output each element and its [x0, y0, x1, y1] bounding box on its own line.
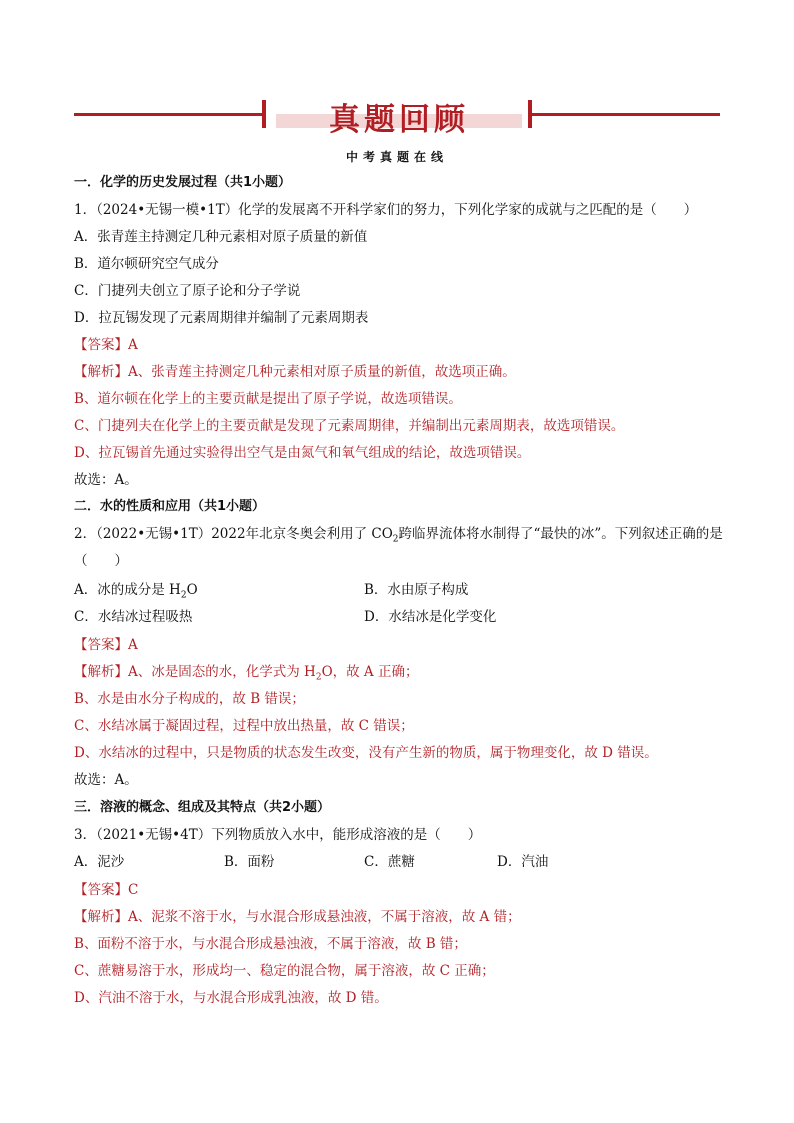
analysis-label: 【解析】	[74, 664, 128, 680]
analysis-line: A、泥浆不溶于水，与水混合形成悬浊液，不属于溶液，故 A 错；	[128, 909, 521, 925]
q1-analysis-a	[74, 363, 516, 381]
q3-option-a: A．泥沙	[74, 854, 125, 870]
answer-value: A	[128, 637, 138, 653]
q2-option-c: C．水结冰过程吸热	[74, 609, 193, 625]
q2-option-d: D．水结冰是化学变化	[364, 609, 497, 625]
q3-analysis-c: C、蔗糖易溶于水，形成均一、稳定的混合物，属于溶液，故 C 正确；	[74, 963, 495, 979]
q3-option-c: C．蔗糖	[364, 854, 415, 870]
analysis-a-sub: 2	[315, 672, 322, 683]
q3-analysis-b: B、面粉不溶于水，与水混合形成悬浊液，不属于溶液，故 B 错；	[74, 936, 467, 952]
q2-stem-sub: 2	[392, 534, 399, 545]
answer-value: C	[128, 882, 139, 898]
answer-label: 【答案】	[74, 882, 128, 898]
q2-opt-a-post: O	[186, 582, 198, 598]
q2-option-b: B．水由原子构成	[364, 582, 469, 598]
q3-option-b: B．面粉	[224, 854, 275, 870]
q3-option-d: D．汽油	[497, 854, 549, 870]
q2-analysis-b: B、水是由水分子构成的，故 B 错误；	[74, 691, 305, 707]
q2-stem-part1: 2．（2022•无锡•1T）2022年北京冬奥会利用了 CO	[74, 526, 393, 542]
analysis-line: A、张青莲主持测定几种元素相对原子质量的新值，故选项正确。	[128, 364, 516, 380]
q1-option-b: B．道尔顿研究空气成分	[74, 256, 219, 272]
analysis-a-pre: A、冰是固态的水，化学式为 H	[128, 664, 316, 680]
q3-analysis-a	[74, 908, 521, 926]
answer-label: 【答案】	[74, 337, 128, 353]
q1-option-d: D．拉瓦锡发现了元素周期律并编制了元素周期表	[74, 310, 369, 326]
q3-answer	[74, 881, 138, 899]
title-banner	[0, 92, 794, 142]
q3-analysis-d: D、汽油不溶于水，与水混合形成乳浊液，故 D 错。	[74, 990, 388, 1006]
q2-stem-part2: 跨临界流体将水制得了“最快的冰”。下列叙述正确的是	[398, 526, 723, 542]
question-1-stem: 1．（2024•无锡一模•1T）化学的发展离不开科学家们的努力，下列化学家的成就与之匹配的是（ ）	[74, 202, 698, 218]
q1-analysis-c: C、门捷列夫在化学上的主要贡献是发现了元素周期律，并编制出元素周期表，故选项错误。	[74, 418, 625, 434]
banner-rule-right	[530, 113, 720, 116]
q2-option-a	[74, 581, 198, 605]
q2-opt-a-pre: A．冰的成分是 H	[74, 582, 181, 598]
analysis-label: 【解析】	[74, 364, 128, 380]
q1-answer	[74, 336, 138, 354]
q2-opt-a-sub: 2	[180, 590, 187, 601]
q1-analysis-d: D、拉瓦锡首先通过实验得出空气是由氮气和氧气组成的结论，故选项错误。	[74, 445, 531, 461]
analysis-a-post: O，故 A 正确；	[321, 664, 419, 680]
question-2-stem	[74, 525, 723, 549]
section-heading-3: 三．溶液的概念、组成及其特点（共2小题）	[74, 800, 331, 815]
analysis-label: 【解析】	[74, 909, 128, 925]
answer-label: 【答案】	[74, 637, 128, 653]
page-subtitle: 中考真题在线	[345, 150, 448, 164]
banner-rule-left	[74, 113, 264, 116]
page-title: 真题回顾	[329, 102, 469, 138]
banner-post-left	[262, 100, 266, 128]
q1-conclusion: 故选：A。	[74, 472, 138, 488]
q2-analysis-d: D、水结冰的过程中，只是物质的状态发生改变，没有产生新的物质，属于物理变化，故 D 错误。	[74, 745, 658, 761]
q1-option-a: A．张青莲主持测定几种元素相对原子质量的新值	[74, 229, 368, 245]
answer-value: A	[128, 337, 138, 353]
q2-analysis-a	[74, 663, 418, 687]
q2-answer	[74, 636, 138, 654]
question-2-stem-cont: （ ）	[74, 553, 128, 569]
section-heading-1: 一．化学的历史发展过程（共1小题）	[74, 175, 292, 190]
q2-analysis-c: C、水结冰属于凝固过程，过程中放出热量，故 C 错误；	[74, 718, 414, 734]
section-heading-2: 二．水的性质和应用（共1小题）	[74, 499, 266, 514]
q1-option-c: C．门捷列夫创立了原子论和分子学说	[74, 283, 301, 299]
q2-conclusion: 故选：A。	[74, 772, 138, 788]
question-3-stem: 3．（2021•无锡•4T）下列物质放入水中，能形成溶液的是（ ）	[74, 827, 482, 843]
q1-analysis-b: B、道尔顿在化学上的主要贡献是提出了原子学说，故选项错误。	[74, 391, 462, 407]
